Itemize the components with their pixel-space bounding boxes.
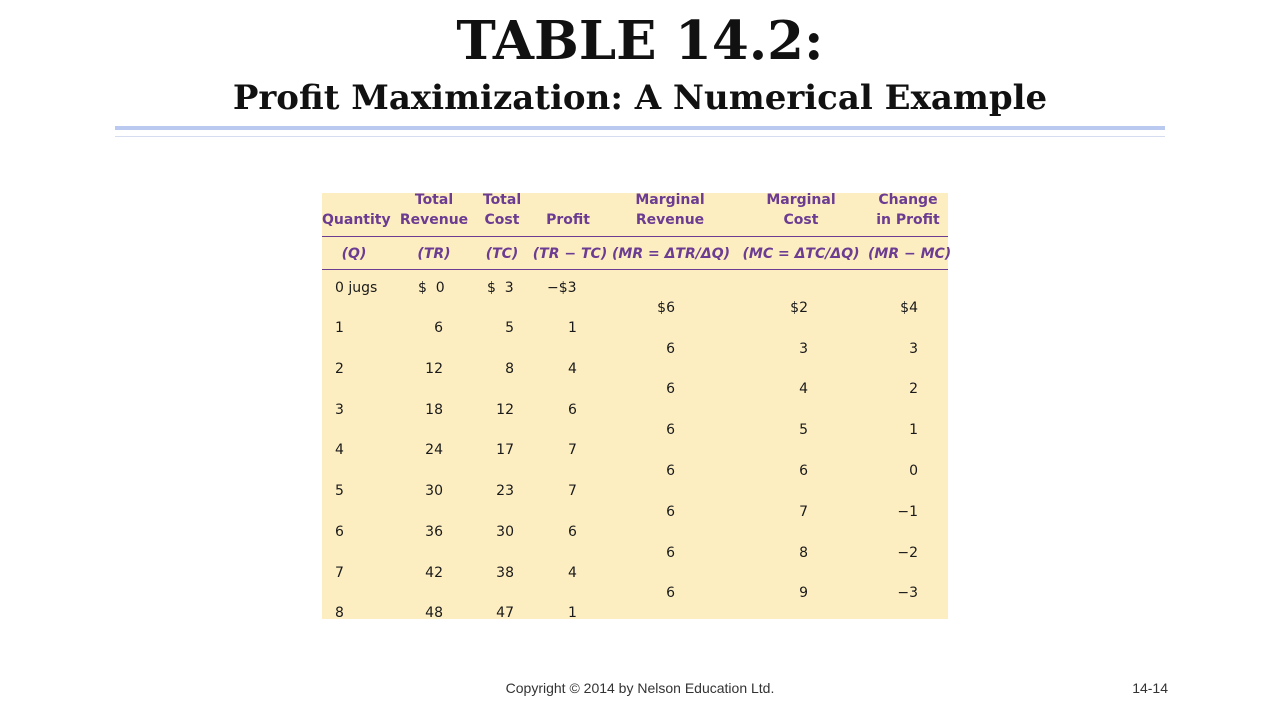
cell-total-revenue: 42: [425, 565, 443, 581]
symbol-marginal-cost: (MC = ΔTC/ΔQ): [742, 246, 860, 262]
cell-marginal-cost: 5: [799, 422, 808, 438]
cell-total-revenue: 36: [425, 524, 443, 540]
header-total-cost: Total Cost: [482, 192, 522, 228]
copyright-footer: Copyright © 2014 by Nelson Education Ltd.: [505, 680, 775, 696]
cell-profit: 1: [568, 320, 577, 336]
cell-quantity: 5: [335, 483, 344, 499]
cell-total-cost: 30: [496, 524, 514, 540]
cell-change-in-profit: 3: [909, 341, 918, 357]
slide-number: 14-14: [1132, 680, 1168, 696]
cell-total-cost: 47: [496, 605, 514, 621]
slide-title: TABLE 14.2:: [456, 10, 824, 72]
symbol-quantity: (Q): [341, 246, 367, 262]
cell-profit: 4: [568, 565, 577, 581]
cell-total-revenue: 24: [425, 442, 443, 458]
cell-marginal-cost: 6: [799, 463, 808, 479]
cell-total-revenue: 6: [434, 320, 443, 336]
cell-marginal-revenue: 6: [666, 341, 675, 357]
cell-change-in-profit: 2: [909, 381, 918, 397]
symbol-total-revenue: (TR): [417, 246, 451, 262]
header-total-revenue: Total Revenue: [399, 192, 469, 228]
header-marginal-revenue: Marginal Revenue: [635, 192, 705, 228]
symbol-total-cost: (TC): [485, 246, 519, 262]
cell-profit: 6: [568, 524, 577, 540]
cell-total-cost: 5: [505, 320, 514, 336]
slide-subtitle: Profit Maximization: A Numerical Example: [232, 78, 1048, 118]
cell-total-cost: 23: [496, 483, 514, 499]
cell-marginal-cost: 9: [799, 585, 808, 601]
cell-quantity: 4: [335, 442, 344, 458]
cell-total-revenue: $ 0: [418, 280, 445, 296]
cell-change-in-profit: −3: [897, 585, 918, 601]
header-divider-top: [322, 236, 948, 237]
cell-profit: 1: [568, 605, 577, 621]
cell-marginal-cost: 7: [799, 504, 808, 520]
cell-marginal-revenue: $6: [657, 300, 675, 316]
cell-total-cost: 17: [496, 442, 514, 458]
symbol-marginal-revenue: (MR = ΔTR/ΔQ): [612, 246, 731, 262]
cell-change-in-profit: 0: [909, 463, 918, 479]
cell-profit: 4: [568, 361, 577, 377]
cell-quantity: 0 jugs: [335, 280, 378, 296]
cell-profit: 7: [568, 483, 577, 499]
cell-total-revenue: 48: [425, 605, 443, 621]
header-marginal-cost: Marginal Cost: [766, 192, 836, 228]
cell-total-revenue: 18: [425, 402, 443, 418]
cell-total-revenue: 30: [425, 483, 443, 499]
cell-marginal-cost: 4: [799, 381, 808, 397]
cell-total-cost: 38: [496, 565, 514, 581]
title-rule-thin: [115, 136, 1165, 137]
cell-quantity: 3: [335, 402, 344, 418]
cell-quantity: 6: [335, 524, 344, 540]
cell-marginal-revenue: 6: [666, 585, 675, 601]
cell-total-cost: 12: [496, 402, 514, 418]
symbol-profit: (TR − TC): [532, 246, 608, 262]
cell-marginal-revenue: 6: [666, 545, 675, 561]
cell-marginal-revenue: 6: [666, 504, 675, 520]
cell-quantity: 1: [335, 320, 344, 336]
cell-quantity: 2: [335, 361, 344, 377]
cell-quantity: 7: [335, 565, 344, 581]
cell-change-in-profit: $4: [900, 300, 918, 316]
cell-marginal-revenue: 6: [666, 463, 675, 479]
profit-table: [322, 192, 952, 621]
header-quantity: Quantity: [322, 212, 391, 228]
cell-marginal-revenue: 6: [666, 381, 675, 397]
header-change-in-profit: Change in Profit: [876, 192, 940, 228]
cell-profit: −$3: [547, 280, 577, 296]
header-divider-bottom: [322, 269, 948, 270]
cell-total-cost: $ 3: [487, 280, 514, 296]
cell-marginal-cost: 8: [799, 545, 808, 561]
header-profit: Profit: [546, 212, 590, 228]
cell-profit: 7: [568, 442, 577, 458]
cell-quantity: 8: [335, 605, 344, 621]
cell-change-in-profit: 1: [909, 422, 918, 438]
cell-profit: 6: [568, 402, 577, 418]
cell-marginal-cost: 3: [799, 341, 808, 357]
cell-change-in-profit: −1: [897, 504, 918, 520]
cell-marginal-cost: $2: [790, 300, 808, 316]
cell-total-cost: 8: [505, 361, 514, 377]
cell-change-in-profit: −2: [897, 545, 918, 561]
symbol-change-in-profit: (MR − MC): [868, 246, 952, 262]
cell-marginal-revenue: 6: [666, 422, 675, 438]
title-rule: [115, 126, 1165, 130]
cell-total-revenue: 12: [425, 361, 443, 377]
